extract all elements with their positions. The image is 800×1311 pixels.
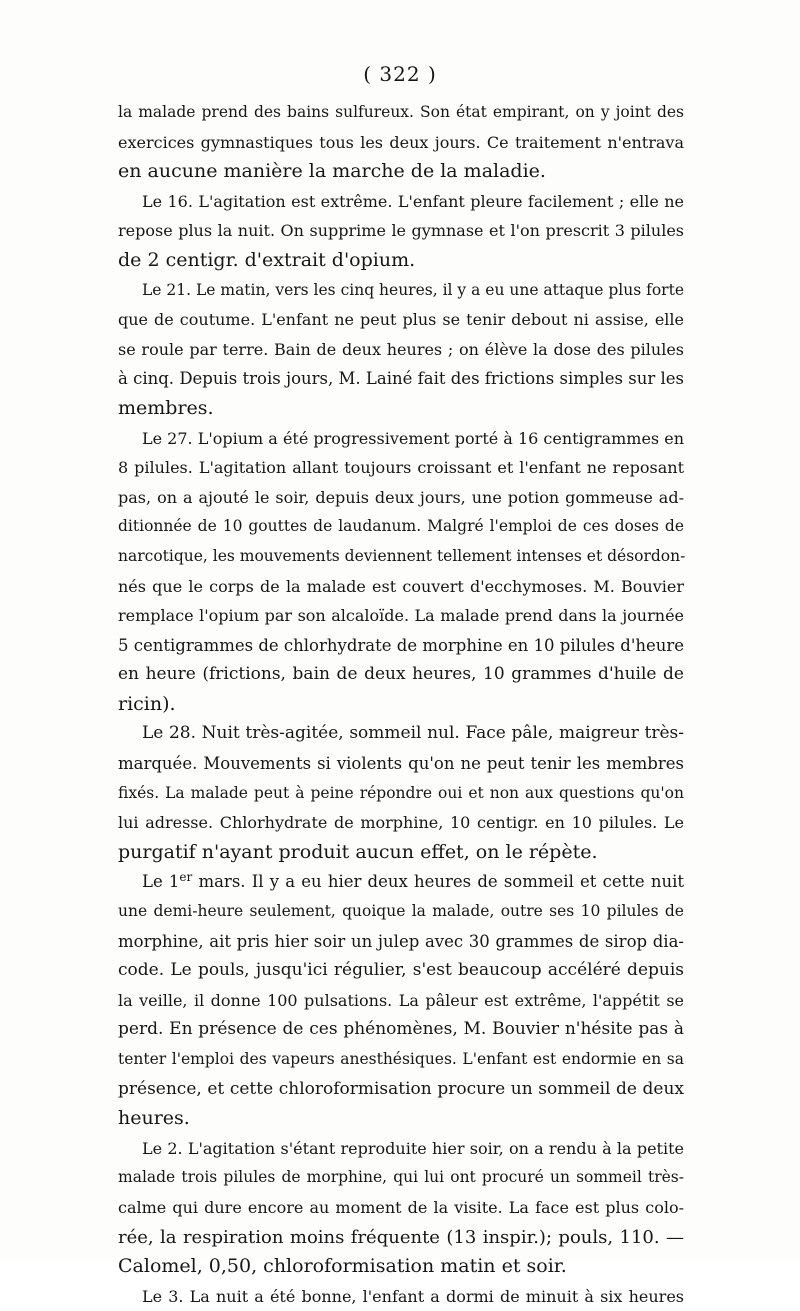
text-line: heures.	[118, 1107, 190, 1130]
text-line: la veille, il donne 100 pulsations. La pâleur est extrême, l'appétit se	[118, 990, 684, 1010]
text-line: membres.	[118, 396, 214, 419]
text-line: présence, et cette chloroformisation procure un sommeil de deux	[118, 1078, 684, 1099]
text-line: perd. En présence de ces phénomènes, M. Bouvier n'hésite pas à	[118, 1019, 684, 1040]
text-line: malade trois pilules de morphine, qui lui ont procuré un sommeil très-	[118, 1168, 684, 1187]
text-line: morphine, ait pris hier soir un julep avec 30 grammes de sirop dia-	[118, 931, 684, 951]
text-line: calme qui dure encore au moment de la visite. La face est plus colo-	[118, 1197, 684, 1217]
text-line: en heure (frictions, bain de deux heures, 10 grammes d'huile de	[118, 664, 684, 685]
text-line: de 2 centigr. d'extrait d'opium.	[118, 248, 416, 271]
text-line: 5 centigrammes de chlorhydrate de morphine en 10 pilules d'heure	[118, 635, 685, 655]
text-line: rée, la respiration moins fréquente (13 inspir.); pouls, 110. —	[118, 1226, 684, 1248]
superscript: er	[179, 870, 193, 885]
text-line	[118, 867, 684, 897]
text-line: fixés. La malade peut à peine répondre oui et non aux questions qu'on	[118, 783, 684, 802]
text-line-segment: Le 1	[142, 872, 180, 892]
text-line: Le 16. L'agitation est extrême. L'enfant pleure facilement ; elle ne	[142, 191, 684, 211]
text-line: que de coutume. L'enfant ne peut plus se tenir debout ni assise, elle	[118, 310, 684, 330]
text-line: 8 pilules. L'agitation allant toujours croissant et l'enfant ne reposant	[118, 458, 684, 478]
body-text	[118, 98, 684, 1311]
text-line: purgatif n'ayant produit aucun effet, on le répète.	[118, 840, 598, 863]
text-line: repose plus la nuit. On supprime le gymnase et l'on prescrit 3 pilules	[118, 221, 684, 241]
text-line: ricin).	[118, 692, 176, 715]
text-line: remplace l'opium par son alcaloïde. La malade prend dans la journée	[118, 606, 684, 626]
text-line: en aucune manière la marche de la maladie.	[118, 160, 546, 183]
text-line: marquée. Mouvements si violents qu'on ne peut tenir les membres	[118, 754, 684, 774]
text-line: narcotique, les mouvements deviennent tellement intenses et désordon-	[118, 546, 686, 565]
text-line: Le 2. L'agitation s'étant reproduite hier soir, on a rendu à la petite	[142, 1138, 684, 1158]
text-line: la malade prend des bains sulfureux. Son état empirant, on y joint des	[118, 103, 684, 121]
text-line: Le 28. Nuit très-agitée, sommeil nul. Face pâle, maigreur très-	[142, 723, 684, 744]
text-line: à cinq. Depuis trois jours, M. Lainé fait des frictions simples sur les	[118, 369, 684, 389]
text-line-segment: mars. Il y a eu hier deux heures de sommeil et cette nuit	[192, 872, 685, 892]
text-line: Le 3. La nuit a été bonne, l'enfant a dormi de minuit à six heures	[142, 1286, 684, 1306]
text-line: Calomel, 0,50, chloroformisation matin et soir.	[118, 1255, 567, 1278]
text-line: Le 21. Le matin, vers les cinq heures, il y a eu une attaque plus forte	[142, 280, 684, 299]
text-line: ditionnée de 10 gouttes de laudanum. Malgré l'emploi de ces doses de	[118, 517, 684, 536]
text-line: exercices gymnastiques tous les deux jours. Ce traitement n'entrava	[118, 132, 684, 152]
page-number: ( 322 )	[363, 62, 437, 86]
text-line: se roule par terre. Bain de deux heures ; on élève la dose des pilules	[118, 339, 684, 359]
text-line: une demi-heure seulement, quoique la malade, outre ses 10 pilules de	[118, 902, 684, 921]
text-line: Le 27. L'opium a été progressivement porté à 16 centigrammes en	[142, 428, 684, 448]
text-line: lui adresse. Chlorhydrate de morphine, 10 centigr. en 10 pilules. Le	[118, 813, 684, 833]
text-line: nés que le corps de la malade est couvert d'ecchymoses. M. Bouvier	[118, 576, 684, 596]
text-line: tenter l'emploi des vapeurs anesthésiques. L'enfant est endormie en sa	[118, 1050, 684, 1068]
text-line: code. Le pouls, jusqu'ici régulier, s'est beaucoup accéléré depuis	[118, 960, 684, 981]
text-line: pas, on a ajouté le soir, depuis deux jours, une potion gommeuse ad-	[118, 487, 684, 507]
